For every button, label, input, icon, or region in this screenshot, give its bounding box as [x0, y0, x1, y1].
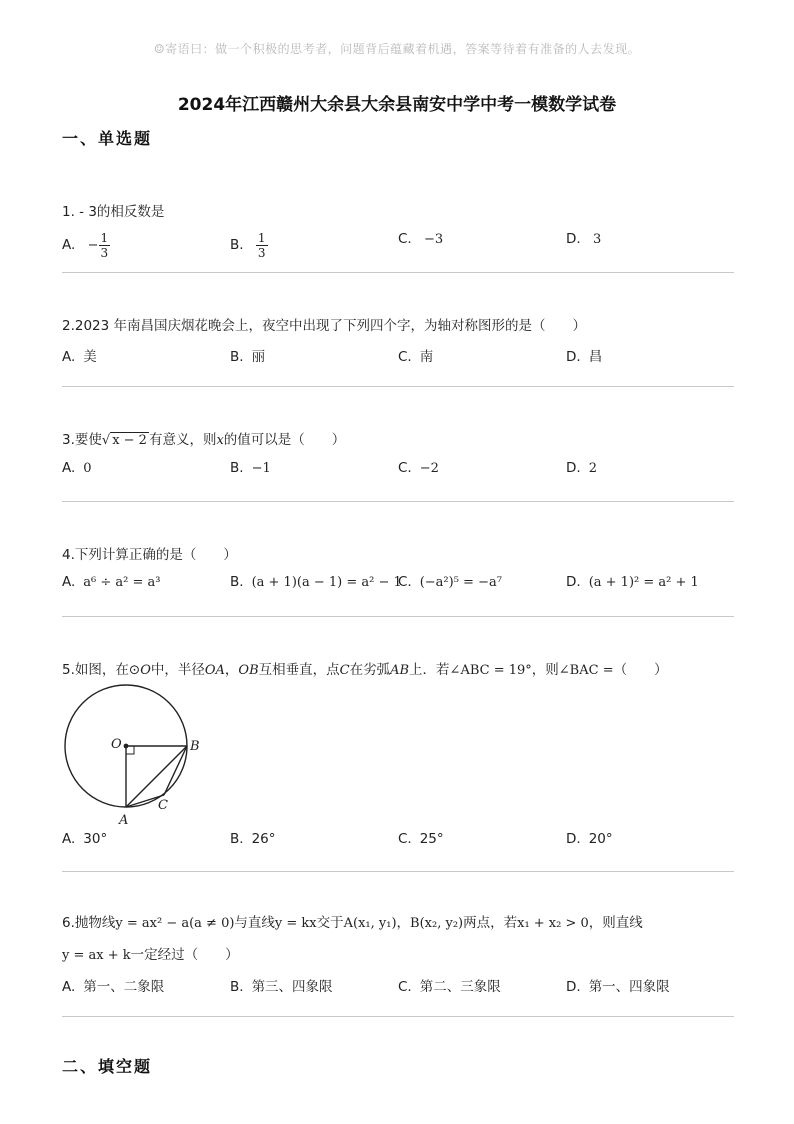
- option-a[interactable]: A. 美: [62, 349, 97, 365]
- option-value: a⁶ ÷ a² = a³: [83, 575, 161, 590]
- question-5: [62, 660, 734, 681]
- label-a: A: [119, 813, 129, 828]
- divider: [62, 616, 734, 617]
- divider: [62, 1016, 734, 1017]
- option-b[interactable]: B. 丽: [230, 349, 266, 365]
- sqrt-expression: √ x − 2: [101, 433, 147, 448]
- option-value: 美: [83, 349, 97, 365]
- option-a[interactable]: A. 第一、二象限: [62, 979, 165, 995]
- option-d[interactable]: D. 昌: [566, 349, 603, 365]
- page-title: 2024年江西赣州大余县大余县南安中学中考一模数学试卷: [177, 95, 617, 115]
- option-c[interactable]: C. 第二、三象限: [398, 979, 501, 995]
- option-value: − $\frac{1}{3}$: [87, 231, 109, 260]
- option-value: 第三、四象限: [251, 979, 333, 995]
- option-b[interactable]: B. −1: [230, 460, 271, 476]
- divider: [62, 272, 734, 273]
- divider: [62, 501, 734, 502]
- divider: [62, 871, 734, 872]
- section-heading-fill-blank: 二、填空题: [62, 1057, 153, 1076]
- option-value: 26°: [251, 831, 276, 847]
- options-row: [62, 831, 734, 853]
- label-o: O: [111, 737, 122, 752]
- section-heading-single-choice: 一、单选题: [62, 129, 153, 148]
- option-b[interactable]: B. 26°: [230, 831, 276, 847]
- label-b: B: [190, 739, 200, 754]
- option-b[interactable]: B. 第三、四象限: [230, 979, 333, 995]
- center-point: [124, 744, 129, 749]
- option-a[interactable]: A. a⁶ ÷ a² = a³: [62, 574, 161, 590]
- option-value: (a + 1)² = a² + 1: [588, 575, 699, 590]
- option-value: 20°: [588, 831, 613, 847]
- option-value: 南: [419, 349, 434, 365]
- option-b[interactable]: B. (a + 1)(a − 1) = a² − 1: [230, 574, 402, 590]
- option-value: 30°: [83, 831, 108, 847]
- label-c: C: [158, 798, 168, 813]
- circle-geometry-figure: [58, 682, 208, 830]
- option-a[interactable]: A. 0: [62, 460, 92, 476]
- question-1: [62, 202, 734, 260]
- question-stem: 2.2023 年南昌国庆烟花晚会上，夜空中出现了下列四个字，为轴对称图形的是（ ）: [62, 318, 587, 334]
- option-value: 第二、三象限: [419, 979, 501, 995]
- question-stem-line-1: 6.抛物线y = ax² − a(a ≠ 0)与直线y = kx交于A(x₁, y₁)，B(x₂, y₂)两点，若x₁ + x₂ > 0，则直线: [62, 915, 643, 931]
- option-value: −2: [419, 461, 439, 476]
- divider: [62, 386, 734, 387]
- option-d[interactable]: D. 2: [566, 460, 597, 476]
- option-a[interactable]: A. − $\frac{1}{3}$: [62, 231, 109, 260]
- question-4: [62, 545, 734, 596]
- option-d[interactable]: D. 20°: [566, 831, 613, 847]
- option-value: 25°: [419, 831, 444, 847]
- option-value: 昌: [588, 349, 603, 365]
- option-d[interactable]: D. 3: [566, 231, 602, 247]
- options-row: [62, 460, 734, 482]
- options-row: [62, 231, 734, 260]
- option-value: 第一、二象限: [83, 979, 165, 995]
- question-5-options: [62, 831, 734, 853]
- options-row: [62, 574, 734, 596]
- question-2: [62, 316, 734, 367]
- option-d[interactable]: D. (a + 1)² = a² + 1: [566, 574, 699, 590]
- question-stem: 5.如图，在⊙O中，半径OA，OB互相垂直，点C在劣弧AB上．若∠ABC = 19°，则∠BAC =（ ）: [62, 662, 668, 678]
- option-b[interactable]: B. $\frac{1}{3}$: [230, 231, 266, 260]
- question-stem-line-2: y = ax + k一定经过（ ）: [62, 947, 239, 963]
- question-stem: 3.要使√ x − 2 有意义，则x的值可以是（ ）: [62, 432, 346, 448]
- option-value: −3: [424, 232, 444, 247]
- option-value: (a + 1)(a − 1) = a² − 1: [251, 575, 402, 590]
- option-c[interactable]: C. −2: [398, 460, 439, 476]
- question-stem: 4.下列计算正确的是（ ）: [62, 547, 237, 563]
- option-d[interactable]: D. 第一、四象限: [566, 979, 670, 995]
- option-value: $\frac{1}{3}$: [257, 231, 266, 260]
- option-c[interactable]: C. 南: [398, 349, 434, 365]
- options-row: [62, 345, 734, 367]
- chord-bc: [164, 746, 187, 795]
- question-6: [62, 913, 734, 997]
- question-stem: 1. - 3的相反数是: [62, 204, 165, 220]
- option-a[interactable]: A. 30°: [62, 831, 108, 847]
- option-value: −1: [251, 461, 271, 476]
- option-value: 0: [83, 461, 92, 476]
- option-value: 丽: [251, 349, 266, 365]
- option-c[interactable]: C. (−a²)⁵ = −a⁷: [398, 574, 502, 590]
- option-c[interactable]: C. 25°: [398, 831, 444, 847]
- option-value: 第一、四象限: [588, 979, 670, 995]
- option-value: 3: [592, 232, 602, 247]
- option-value: (−a²)⁵ = −a⁷: [419, 575, 502, 590]
- question-3: [62, 430, 734, 482]
- option-value: 2: [588, 461, 597, 476]
- motto-header: ☺寄语曰：做一个积极的思考者，问题背后蕴藏着机遇，答案等待着有准备的人去发现。: [153, 42, 641, 56]
- options-row: [62, 975, 734, 997]
- option-c[interactable]: C. −3: [398, 231, 444, 247]
